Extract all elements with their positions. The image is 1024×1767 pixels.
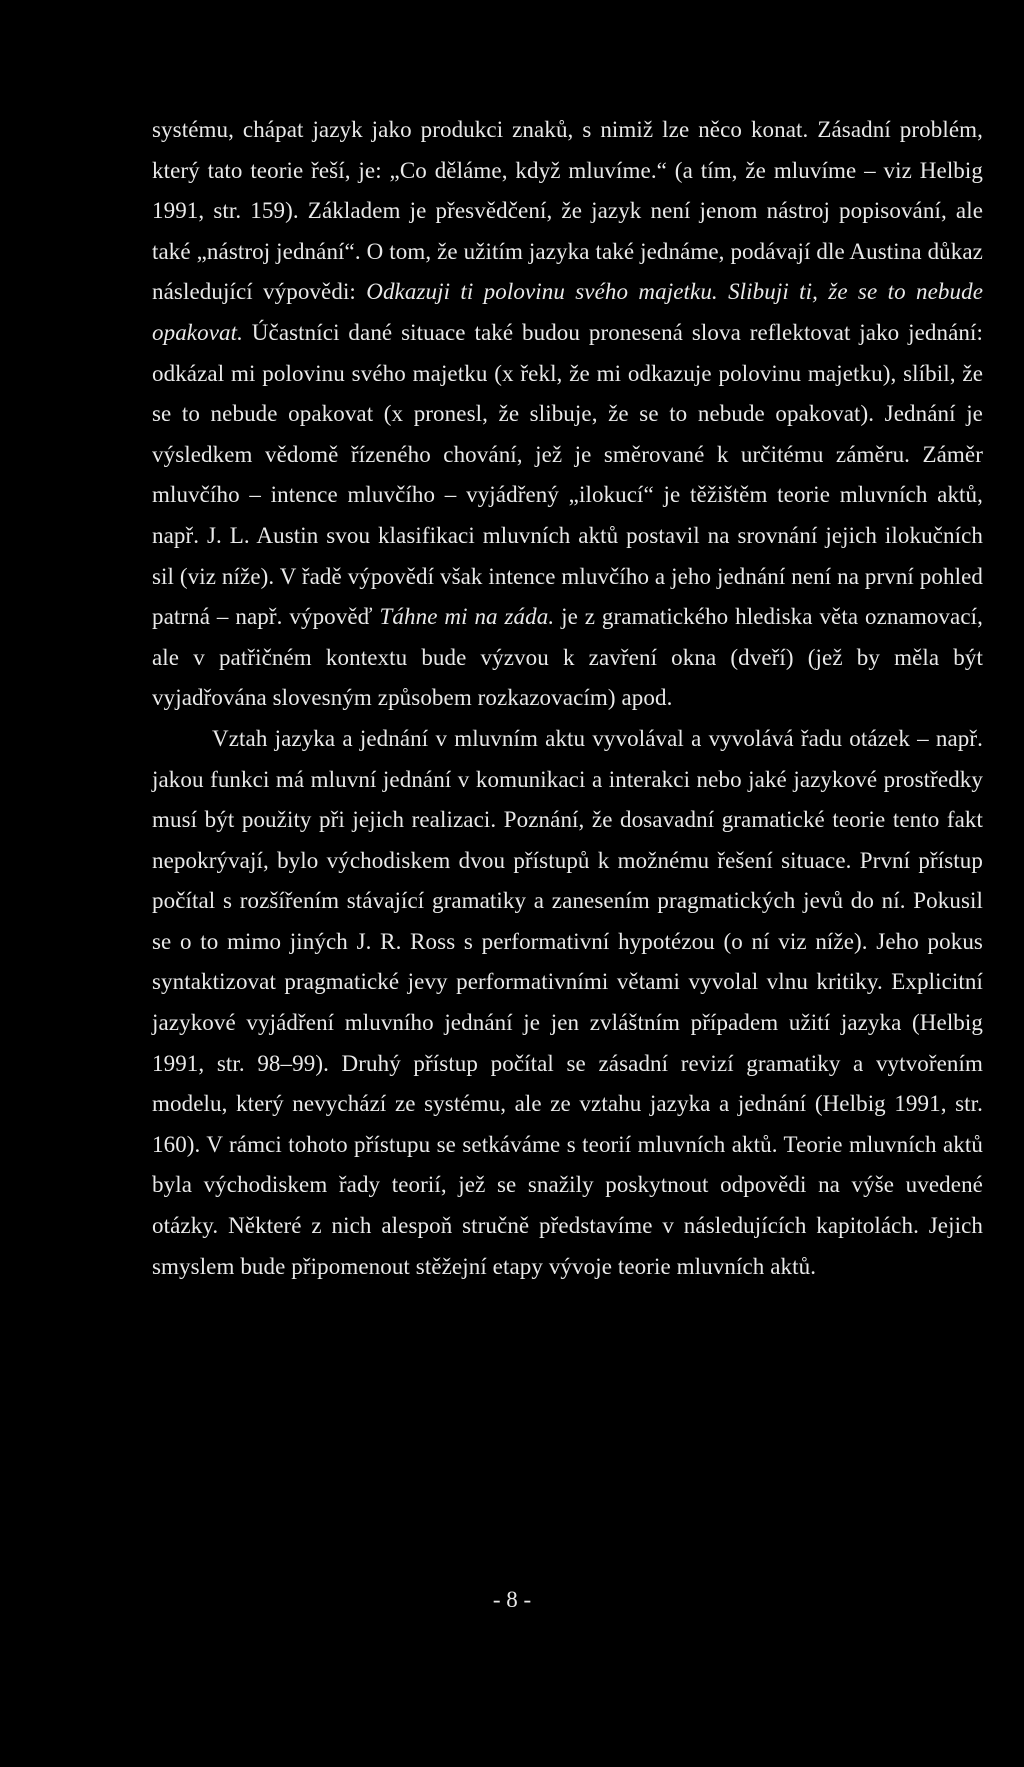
paragraph-1 — [152, 110, 983, 719]
paragraph-1-italic-example-b: Táhne mi na záda. — [379, 604, 555, 630]
document-body — [152, 110, 983, 1287]
paragraph-1-italic-example-a: Odkazuji ti polovinu svého majetku. Slibuji ti, že se to nebude opakovat. — [152, 279, 983, 345]
paragraph-1-text-b: Účastníci dané situace také budou pronesená slova reflektovat jako jednání: odkázal mi polovinu svého majetku (x řekl, že mi odkazuje polovinu majetku), slíbil, že se to nebude opakovat (x pronesl, že slibuje, že se to nebude opakovat). Jednání je výsledkem vědomě řízeného chování, jež je směrované k určitému záměru. Záměr mluvčího – intence mluvčího – vyjádřený „ilokucí“ je těžištěm teorie mluvních aktů, např. J. L. Austin svou klasifikaci mluvních aktů postavil na srovnání jejich ilokučních sil (viz níže). V řadě výpovědí však intence mluvčího a jeho jednání není na první pohled patrná – např. výpověď — [152, 319, 983, 630]
page-number: - 8 - — [492, 1587, 532, 1612]
paragraph-1-text-a: systému, chápat jazyk jako produkci znaků, s nimiž lze něco konat. Zásadní problém, který tato teorie řeší, je: „Co děláme, když mluvíme.“ (a tím, že mluvíme – viz Helbig 1991, str. 159). Základem je přesvědčení, že jazyk není jenom nástroj popisování, ale také „nástroj jednání“. O tom, že užitím jazyka také jednáme, podávají dle Austina důkaz následující výpovědi: — [152, 117, 983, 305]
paragraph-1-text-c: je z gramatického hlediska věta oznamovací, ale v patřičném kontextu bude výzvou k zavření okna (dveří) (jež by měla být vyjadřována slovesným způsobem rozkazovacím) apod. — [152, 604, 983, 711]
paragraph-2: Vztah jazyka a jednání v mluvním aktu vyvolával a vyvolává řadu otázek – např. jakou funkci má mluvní jednání v komunikaci a interakci nebo jaké jazykové prostředky musí být použity při jejich realizaci. Poznání, že dosavadní gramatické teorie tento fakt nepokrývají, bylo východiskem dvou přístupů k možnému řešení situace. První přístup počítal s rozšířením stávající gramatiky a zanesením pragmatických jevů do ní. Pokusil se o to mimo jiných J. R. Ross s performativní hypotézou (o ní viz níže). Jeho pokus syntaktizovat pragmatické jevy performativními větami vyvolal vlnu kritiky. Explicitní jazykové vyjádření mluvního jednání je jen zvláštním případem užití jazyka (Helbig 1991, str. 98–99). Druhý přístup počítal se zásadní revizí gramatiky a vytvořením modelu, který nevychází ze systému, ale ze vztahu jazyka a jednání (Helbig 1991, str. 160). V rámci tohoto přístupu se setkáváme s teorií mluvních aktů. Teorie mluvních aktů byla východiskem řady teorií, jež se snažily poskytnout odpovědi na výše uvedené otázky. Některé z nich alespoň stručně představíme v následujících kapitolách. Jejich smyslem bude připomenout stěžejní etapy vývoje teorie mluvních aktů. — [152, 725, 983, 1279]
